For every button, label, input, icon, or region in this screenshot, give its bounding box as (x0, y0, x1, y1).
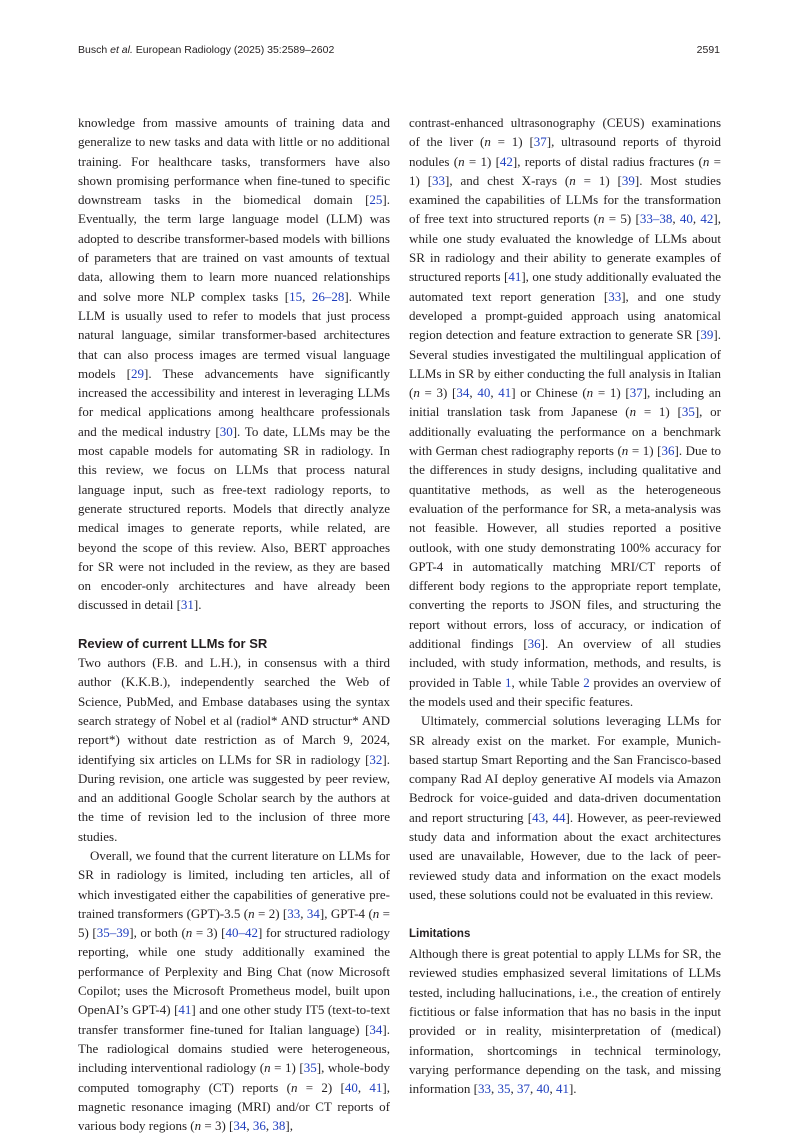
citation-link[interactable]: 34 (233, 1118, 247, 1134)
italic-variable: n (702, 153, 710, 169)
citation-link[interactable]: 25 (369, 192, 383, 208)
citation-link[interactable]: 33–38 (639, 211, 673, 227)
italic-variable: n (372, 905, 380, 921)
citation-link[interactable]: 40 (344, 1079, 358, 1095)
paragraph-search-method: Two authors (F.B. and L.H.), in consensus with a third author (K.K.B.), independently searched the Web of Science, PubMed, and Embase databases using the syntax search strategy of Nobel et al (radiol* AND structur* AND report*) without date restriction as of March 9, 2024, identifying six articles on LLMs for SR in radiology [32]. During revision, one article was suggested by peer review, and an additional Google Scholar search by the authors at the time of revision led to the inclusion of three more studies. (78, 655, 390, 844)
citation-link[interactable]: 41 (369, 1079, 383, 1095)
citation-link[interactable]: 40 (536, 1081, 550, 1097)
citation-link[interactable]: 43 (532, 809, 546, 825)
citation-link[interactable]: 35 (303, 1060, 317, 1076)
italic-variable: n (413, 385, 420, 401)
citation-link[interactable]: 36 (527, 636, 541, 652)
citation-link[interactable]: 33 (432, 172, 446, 188)
citation-link[interactable]: 35 (497, 1081, 511, 1097)
citation-link[interactable]: 34 (456, 385, 470, 401)
citation-link[interactable]: 32 (369, 751, 383, 767)
italic-variable: n (194, 1118, 202, 1134)
italic-variable: n (458, 153, 465, 169)
citation-link[interactable]: 41 (178, 1002, 192, 1018)
citation-link[interactable]: 35–39 (96, 925, 130, 941)
citation-link[interactable]: 41 (508, 269, 522, 285)
citation-link[interactable]: 15 (289, 288, 303, 304)
page-number: 2591 (696, 44, 720, 56)
paragraph-literature-overview: Overall, we found that the current literature on LLMs for SR in radiology is limited, including ten articles, all of which investigated either the capabilities of generative pre-trained transformers (GPT)-3.5 (n = 2) [33, 34], GPT-4 (n = 5) [35–39], or both (n = 3) [40–42] for structured radiology reporting, while one study additionally examined the performance of Perplexity and Bing Chat (now Microsoft Copilot; uses the Microsoft Prometheus model, built upon OpenAI’s GPT-4) [41] and one other study IT5 (text-to-text transfer transformer fine-tuned for Italian language) [34]. The radiological domains studied were heterogeneous, including interventional radiology (n = 1) [35], whole-body computed tomography (CT) reports (n = 2) [40, 41], magnetic resonance imaging (MRI) and/or CT reports of various body regions (n = 3) [34, 36, 38], (78, 847, 391, 1134)
citation-link[interactable]: 35 (681, 404, 695, 420)
section-heading: Review of current LLMs for SR (78, 635, 268, 651)
italic-variable: n (621, 443, 629, 459)
italic-variable: n (586, 385, 594, 401)
citation-link[interactable]: 42 (499, 153, 513, 169)
citation-link[interactable]: 40 (679, 211, 693, 227)
journal-citation (78, 44, 334, 56)
citation-link[interactable]: 38 (272, 1118, 286, 1134)
citation-link[interactable]: 42 (700, 211, 714, 227)
citation-link[interactable]: 40 (477, 385, 491, 401)
left-column (78, 113, 390, 1135)
right-column (409, 113, 721, 1099)
citation-link[interactable]: 30 (219, 423, 233, 439)
citation-link[interactable]: 37 (516, 1081, 530, 1097)
citation-link[interactable]: 40–42 (225, 925, 258, 941)
journal-et-al: et al. (110, 44, 133, 56)
italic-variable: n (484, 134, 491, 150)
journal-reference: European Radiology (2025) 35:2589–2602 (132, 44, 335, 56)
italic-variable: n (290, 1079, 298, 1095)
citation-link[interactable]: 41 (555, 1081, 569, 1097)
citation-link[interactable]: 33 (287, 905, 301, 921)
citation-link[interactable]: 29 (131, 365, 144, 381)
paragraph-study-domains: contrast-enhanced ultrasonography (CEUS) examinations of the liver (n = 1) [37], ultrasound reports of thyroid nodules (n = 1) [42], reports of distal radius fractures (n = 1) [33], and chest X-rays (n = 1) [39]. Most studies examined the capabilities of LLMs for the transformation of free text into structured reports (n = 5) [33–38, 40, 42], while one study evaluated the knowledge of LLMs about SR in radiology and their ability to generate examples of structured reports [41], one study additionally evaluated the automated text report generation [33], and one study developed a prompt-guided approach using anatomical region detection and feature extraction to generate SR [39]. Several studies investigated the multilingual application of LLMs in SR by either conducting the full analysis in Italian (n = 3) [34, 40, 41] or Chinese (n = 1) [37], including an initial translation task from Japanese (n = 1) [35], or additionally evaluating the performance on a benchmark with German chest radiography reports (n = 1) [36]. Due to the differences in study designs, including qualitative and quantitative methods, as well as the heterogeneous evaluation of the performance for SR, a meta-analysis was not feasible. However, all studies reported a positive outlook, with one study demonstrating 100% accuracy for GPT-4 in automatically matching MRI/CT reports of different body regions to the appropriate report template, converting the reports to JSON files, and structuring the report without errors, loss of accuracy, or indication of additional findings [36]. An overview of all studies included, with study information, methods, and results, is provided in Table 1, while Table 2 provides an overview of the models used and their specific features. (409, 115, 722, 709)
citation-link[interactable]: 39 (700, 327, 714, 343)
citation-link[interactable]: 34 (369, 1021, 383, 1037)
italic-variable: n (597, 211, 605, 227)
citation-link[interactable]: 36 (252, 1118, 266, 1134)
citation-link[interactable]: 37 (629, 385, 643, 401)
italic-variable: n (185, 925, 193, 941)
citation-link[interactable]: 34 (306, 905, 320, 921)
citation-link[interactable]: 33 (608, 288, 622, 304)
citation-link[interactable]: 39 (621, 172, 635, 188)
running-header (78, 44, 720, 60)
citation-link[interactable]: 31 (180, 597, 194, 613)
citation-link[interactable]: 2 (583, 674, 590, 690)
italic-variable: n (629, 404, 637, 420)
citation-link[interactable]: 1 (505, 674, 512, 690)
journal-authors: Busch (78, 44, 111, 56)
italic-variable: n (264, 1060, 271, 1076)
paragraph-commercial-solutions: Ultimately, commercial solutions leveraging LLMs for SR already exist on the market. For example, Munich-based startup Smart Reporting and the San Francisco-based company Rad AI deploy generative AI models via Amazon Bedrock for voice-guided and data-driven documentation and report structuring [43, 44]. However, as peer-reviewed study data and information about the exact architectures used are unavailable, However, due to the lack of peer-reviewed study data and information on the exact models used, these solutions could not be evaluated in this review. (409, 713, 721, 902)
citation-link[interactable]: 37 (533, 134, 547, 150)
citation-link[interactable]: 36 (661, 443, 675, 459)
citation-link[interactable]: 44 (552, 809, 566, 825)
italic-variable: n (569, 172, 576, 188)
italic-variable: n (248, 905, 255, 921)
citation-link[interactable]: 41 (498, 385, 512, 401)
citation-link[interactable]: 26–28 (311, 288, 345, 304)
paragraph-transformers-llm: knowledge from massive amounts of training data and generalize to new tasks and data with little or no additional training. For healthcare tasks, transformers have also shown promising performance when fine-tuned to specific downstream tasks in the biomedical domain [25]. Eventually, the term large language model (LLM) was adopted to describe transformer-based models with billions of parameters that are trained on vast amounts of textual data, allowing them to learn more nuanced relationships and solve more NLP complex tasks [15, 26–28]. While LLM is usually used to refer to models that just process natural language, similar transformer-based architectures that can also process images are termed visual language models [29]. These advancements have significantly increased the accessibility and interest in leveraging LLMs for medical applications among healthcare professionals and the medical industry [30]. To date, LLMs may be the most capable models for automating SR in radiology. In this review, we focus on LLMs that process natural language input, such as free-text radiology reports, to generate structured reports. Models that directly analyze medical images to generate reports, while related, are beyond the scope of this review. Also, BERT approaches for SR were not included in the review, as they are based on encoder-only architectures and have already been discussed in detail [31]. (78, 115, 391, 613)
citation-link[interactable]: 33 (477, 1081, 491, 1097)
paragraph-limitations: Although there is great potential to apply LLMs for SR, the reviewed studies emphasized several limitations of LLMs tested, including hallucinations, i.e., the creation of entirely fictitious or false information that has no basis in the input provided or in reality, misinterpretation of (medical) information, shortcomings in technical terminology, varying performance depending on the task, and missing information [33, 35, 37, 40, 41]. (409, 946, 721, 1097)
subsection-heading: Limitations (409, 928, 471, 941)
